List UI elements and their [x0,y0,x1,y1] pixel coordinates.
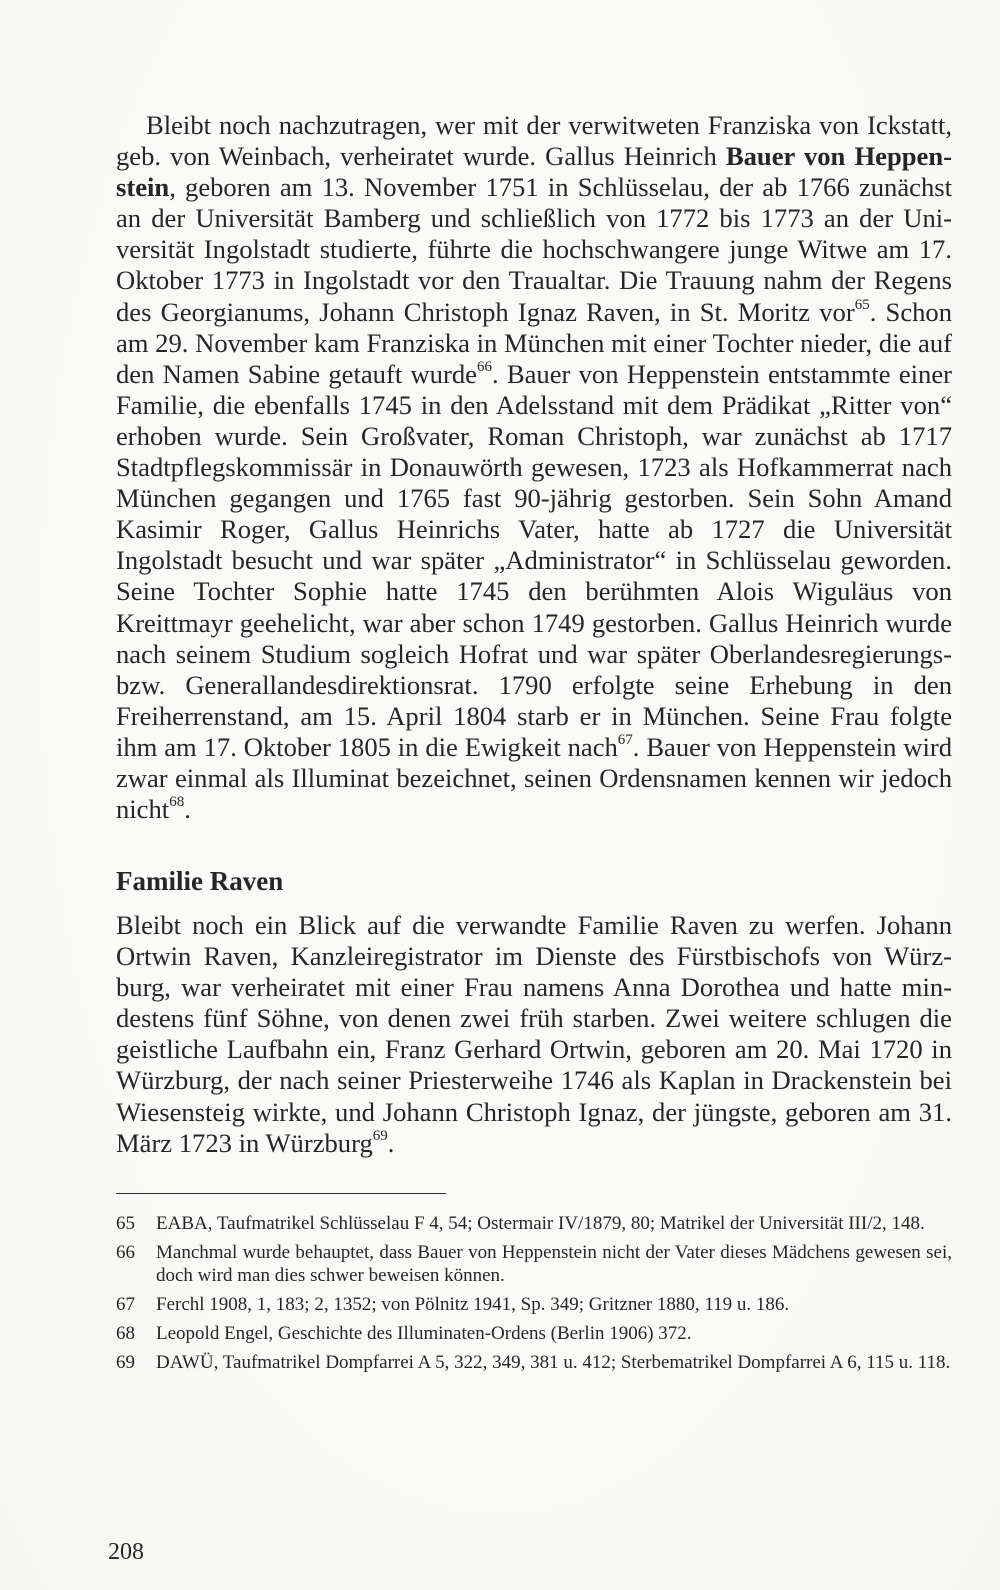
footnote-ref: 69 [372,1127,388,1144]
footnote-number: 67 [116,1294,135,1315]
body-paragraph-2 [116,910,952,1159]
footnote [116,1351,952,1374]
text-run: Bleibt noch ein Blick auf die verwandte Familie Raven zu werfen. Johann Ortwin Raven, Kanzleiregistrator im Dienste des Fürstbischofs von Würzburg, war verheiratet mit einer Frau namens Anna Dorothea und hatte mindestens fünf Söhne, von denen zwei früh starben. Zwei weitere schlugen die geistliche Laufbahn ein, Franz Gerhard Ortwin, geboren am 20. Mai 1720 in Würzburg, der nach seiner Priesterweihe 1746 als Kaplan in Drackenstein bei Wiesensteig wirkte, und Johann Christoph Ignaz, der jüngste, geboren am 31. März 1723 in Würzburg [116,910,952,1158]
text-run: . [184,794,191,825]
footnote [116,1293,952,1316]
bold-name: Bauer von Heppenstein [116,141,952,203]
text-run: . Bauer von Heppenstein wird zwar einmal als Illuminat bezeichnet, seinen Ordensnamen kennen wir jedoch nicht [116,731,952,825]
footnote-text: Leopold Engel, Geschichte des Illuminaten-Ordens (Berlin 1906) 372. [156,1323,692,1344]
footnote [116,1212,952,1235]
footnote-text: Manchmal wurde behauptet, dass Bauer von Heppenstein nicht der Vater dieses Mädchens gewesen sei, doch wird man dies schwer beweisen können. [156,1242,952,1286]
footnotes [116,1212,952,1380]
footnote-text: DAWÜ, Taufmatrikel Dompfarrei A 5, 322, 349, 381 u. 412; Sterbematrikel Dompfarrei A 6, 115 u. 118. [156,1352,951,1373]
text-run: Bleibt noch nachzutragen, wer mit der verwitweten Franziska von Ickstatt, geb. von Weinbach, verheiratet wurde. Gallus Heinrich [116,110,952,172]
footnote-number: 65 [116,1213,135,1234]
footnote [116,1241,952,1287]
footnote-number: 69 [116,1352,135,1373]
text-run: . [387,1127,395,1158]
footnote-number: 66 [116,1242,135,1263]
footnote-ref: 66 [476,358,492,375]
text-run: . Bauer von Heppenstein entstammte einer Familie, die ebenfalls 1745 in den Adelsstand mit dem Prädikat „Ritter von“ erhoben wurde. Sein Großvater, Roman Christoph, war zunächst ab 1717 Stadtpflegskommissär in Donauwörth gewesen, 1723 als Hofkammerrat nach München gegangen und 1765 fast 90-jährig gestorben. Sein Sohn Amand Kasimir Roger, Gallus Heinrichs Vater, hatte ab 1727 die Universität Ingolstadt besucht und war später „Administrator“ in Schlüsselau geworden. Seine Tochter Sophie hatte 1745 den berühmten Alois Wiguläus von Kreittmayr geehelicht, war aber schon 1749 gestorben. Gallus Heinrich wurde nach seinem Studium sogleich Hofrat und war später Oberlandesregierungs- bzw. Generallandesdirektionsrat. 1790 erfolgte seine Erhebung in den Freiherrenstand, am 15. April 1804 starb er in München. Seine Frau folgte ihm am 17. Oktober 1805 in die Ewigkeit nach [116,358,952,762]
footnote-text: Ferchl 1908, 1, 183; 2, 1352; von Pölnitz 1941, Sp. 349; Gritzner 1880, 119 u. 186. [156,1294,790,1315]
body-paragraph-1 [116,110,952,825]
page-number: 208 [108,1539,144,1565]
footnote-ref: 67 [617,732,633,749]
section-heading: Familie Raven [116,866,284,896]
footnote-divider [116,1193,446,1194]
text-run: , geboren am 13. November 1751 in Schlüsselau, der ab 1766 zunächst an der Universität Bamberg und schließlich von 1772 bis 1773 an der Universität Ingolstadt studierte, führte die hochschwangere junge Witwe am 17. Oktober 1773 in Ingolstadt vor den Traualtar. Die Trauung nahm der Regens des Georgianums, Johann Christoph Ignaz Raven, in St. Moritz vor [116,172,952,327]
footnote-number: 68 [116,1323,135,1344]
footnote-ref: 68 [169,794,185,811]
footnote-text: EABA, Taufmatrikel Schlüsselau F 4, 54; Ostermair IV/1879, 80; Matrikel der Universität III/2, 148. [156,1213,925,1234]
footnote-ref: 65 [854,296,870,313]
footnote [116,1322,952,1345]
text-run: . Schon am 29. November kam Franziska in München mit einer Tochter nieder, die auf den Namen Sabine getauft wurde [116,296,953,389]
